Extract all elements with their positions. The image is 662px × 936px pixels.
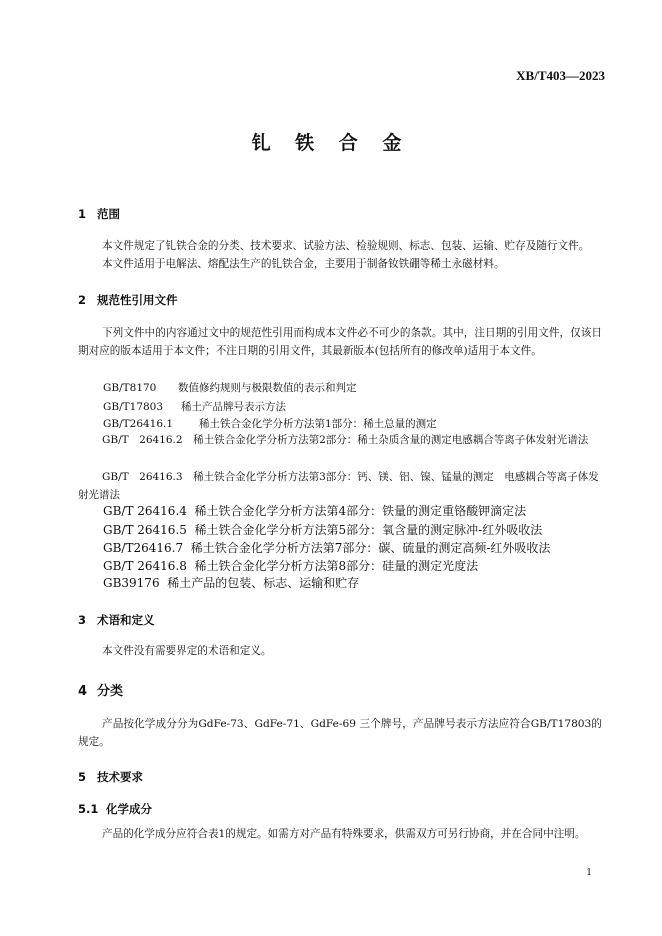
- reference-item: [78, 468, 602, 504]
- reference-title: 数值修约规则与极限数值的表示和判定: [178, 382, 357, 394]
- subsection-5-1-paragraph: 产品的化学成分应符合表1的规定。如需方对产品有特殊要求，供需双方可另行协商，并在合同中注明。: [102, 828, 586, 840]
- reference-item: [103, 502, 526, 519]
- reference-code: GB/T 26416.8: [103, 559, 187, 573]
- section-5-title: 技术要求: [97, 770, 143, 784]
- section-1-number: 1: [78, 207, 87, 221]
- subsection-5-1-title: 化学成分: [106, 802, 152, 816]
- section-2-title: 规范性引用文件: [97, 293, 178, 307]
- section-4-number: 4: [78, 684, 88, 699]
- section-4-heading: [78, 680, 123, 699]
- reference-code: GB/T17803: [103, 401, 164, 413]
- reference-code: GB/T8170: [103, 382, 157, 394]
- section-1-title: 范围: [97, 207, 120, 221]
- page-number: 1: [586, 868, 592, 878]
- reference-title: 稀土铁合金化学分析方法第1部分：稀土总量的测定: [199, 418, 437, 430]
- reference-item: [78, 431, 602, 449]
- reference-title: 稀土产品的包装、标志、运输和贮存: [167, 576, 360, 590]
- section-1-paragraph-2: 本文件适用于电解法、熔配法生产的钆铁合金，主要用于制备钕铁硼等稀土永磁材料。: [102, 258, 505, 270]
- reference-title: 稀土产品牌号表示方法: [181, 401, 286, 413]
- section-3-heading: [78, 612, 155, 628]
- section-2-number: 2: [78, 293, 87, 307]
- section-3-number: 3: [78, 613, 87, 627]
- document-title: 钆 铁 合 金: [251, 132, 411, 154]
- reference-item: [103, 557, 478, 574]
- section-1-heading: [78, 206, 120, 222]
- reference-item: [103, 399, 286, 414]
- reference-title: 稀土铁合金化学分析方法第4部分：铁量的测定重铬酸钾滴定法: [194, 504, 527, 518]
- reference-item: [103, 539, 550, 556]
- reference-code: GB/T 26416.2: [102, 434, 183, 446]
- reference-title: 稀土铁合金化学分析方法第8部分：硅量的测定光度法: [194, 559, 479, 573]
- section-2-heading: [78, 292, 178, 308]
- reference-title: 稀土铁合金化学分析方法第3部分：钙、镁、铝、镍、锰量的测定 电感耦合等离子体发射光谱法: [78, 471, 599, 501]
- section-1-paragraph-1: 本文件规定了钆铁合金的分类、技术要求、试验方法、检验规则、标志、包装、运输、贮存及随行文件。: [102, 240, 590, 252]
- reference-code: GB39176: [103, 576, 160, 590]
- standard-code: XB/T403—2023: [516, 68, 605, 83]
- subsection-5-1-heading: [78, 801, 152, 817]
- reference-code: GB/T26416.1: [103, 418, 174, 430]
- reference-title: 稀土铁合金化学分析方法第7部分：碳、硫量的测定高频-红外吸收法: [190, 541, 551, 555]
- reference-title: 稀土铁合金化学分析方法第2部分：稀土杂质含量的测定电感耦合等离子体发射光谱法: [193, 434, 589, 446]
- reference-code: GB/T 26416.3: [102, 471, 183, 483]
- subsection-5-1-number: 5.1: [78, 802, 99, 816]
- section-2-intro: 下列文件中的内容通过文中的规范性引用而构成本文件必不可少的条款。其中，注日期的引用文件，仅该日期对应的版本适用于本文件；不注日期的引用文件，其最新版本(包括所有的修改单)适用于本文件。: [78, 327, 602, 357]
- section-5-number: 5: [78, 770, 87, 784]
- reference-code: GB/T 26416.5: [103, 523, 187, 537]
- reference-code: GB/T 26416.4: [103, 504, 187, 518]
- reference-item: [103, 380, 357, 395]
- reference-title: 稀土铁合金化学分析方法第5部分：氧含量的测定脉冲-红外吸收法: [194, 523, 543, 537]
- section-3-title: 术语和定义: [97, 613, 155, 627]
- section-5-heading: [78, 769, 143, 785]
- reference-item: [103, 574, 359, 591]
- reference-item: [103, 416, 437, 431]
- section-4-title: 分类: [97, 684, 124, 699]
- reference-code: GB/T26416.7: [103, 541, 184, 555]
- section-4-paragraph: 产品按化学成分分为GdFe-73、GdFe-71、GdFe-69 三个牌号，产品牌号表示方法应符合GB/T17803的规定。: [78, 718, 602, 748]
- reference-item: [103, 521, 542, 538]
- section-3-paragraph: 本文件没有需要界定的术语和定义。: [102, 645, 272, 657]
